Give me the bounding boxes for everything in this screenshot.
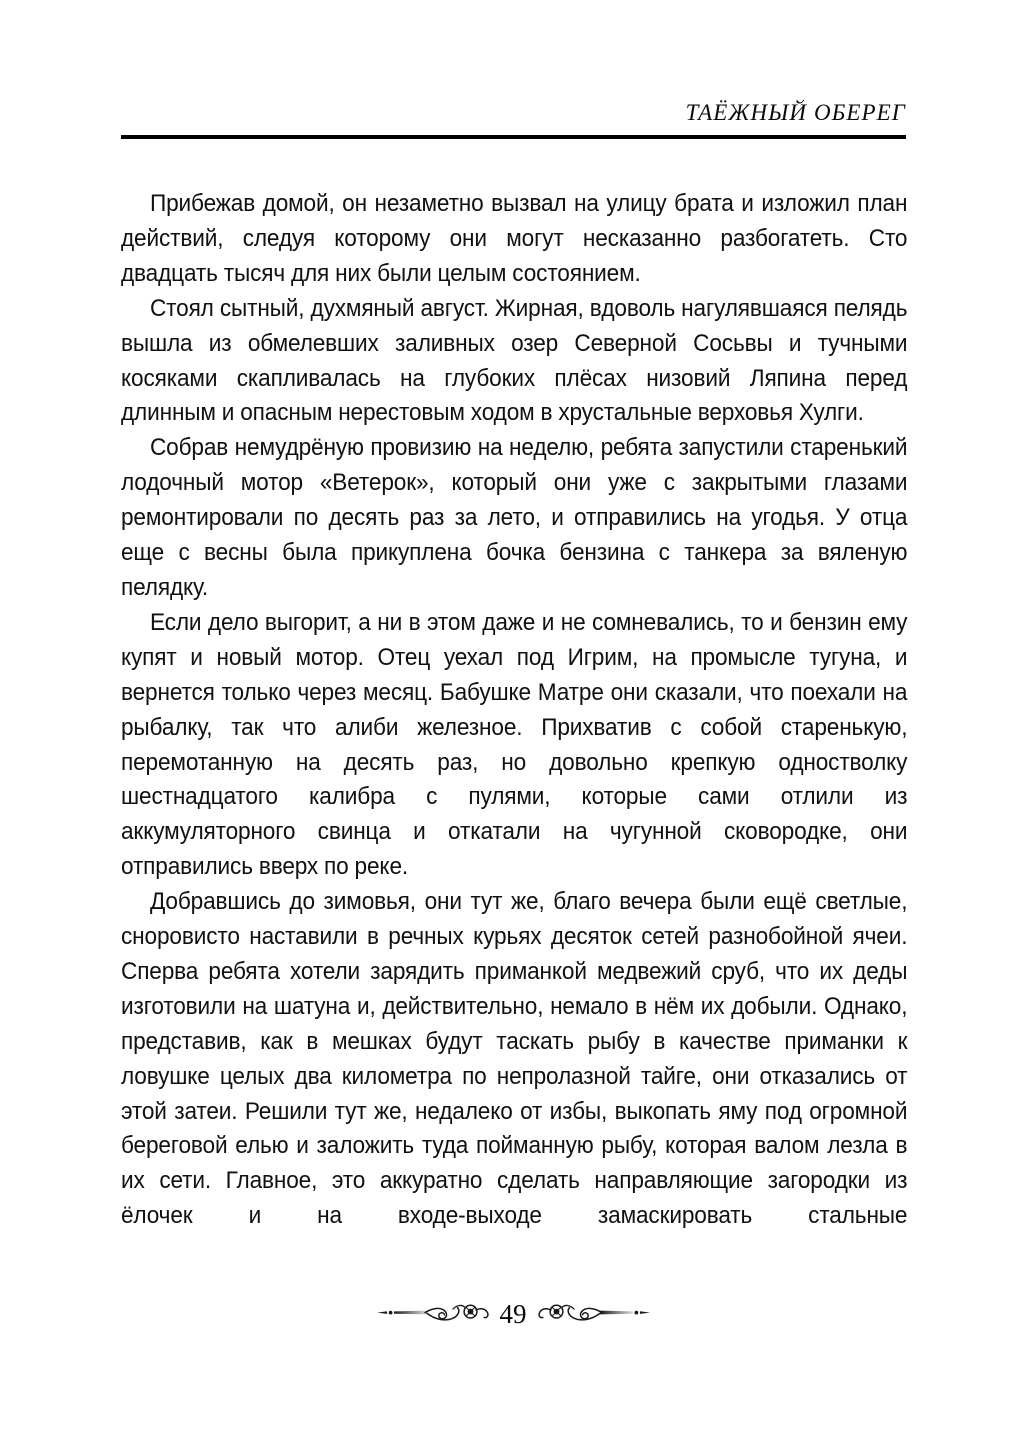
paragraph: Если дело выгорит, а ни в этом даже и не сомневались, то и бензин ему купят и новый мотор. Отец уехал под Игрим, на промысле тугуна, и вернется только через месяц. Бабушке Матре они сказали, что поехали на рыбалку, так что алиби железное. Прихватив с собой старенькую, перемотанную на десять раз, но довольно крепкую одностволку шестнадцатого калибра с пулями, которые сами отлили из аккумуляторного свинца и откатали на чугунной сковородке, они отправились вверх по реке.: [121, 608, 908, 881]
paragraph: Добравшись до зимовья, они тут же, благо вечера были ещё светлые, сноровисто наставили в речных курьях десяток сетей разнобойной ячеи. Сперва ребята хотели зарядить приманкой медвежий сруб, что их деды изготовили на шатуна и, действительно, немало в нём их добыли. Однако, представив, как в мешках будут таскать рыбу в качестве приманки к ловушке целых два километра по непролазной тайге, они отказались от этой затеи. Решили тут же, недалеко от избы, выкопать яму под огромной береговой елью и заложить туда пойманную рыбу, которая валом лезла в их сети. Главное, это аккуратно сделать направляющие загородки из ёлочек и на входе-выходе замаскировать стальные: [121, 888, 908, 1230]
header-rule: [121, 135, 906, 139]
paragraph: Собрав немудрёную провизию на неделю, ребята запустили старенький лодочный мотор «Ветерок», который они уже с закрытыми глазами ремонтировали по десять раз за лето, и отправились на угодья. У отца еще с весны была прикуплена бочка бензина с танкера за вяленую пелядку.: [121, 434, 908, 601]
paragraph: Стоял сытный, духмяный август. Жирная, вдоволь нагулявшаяся пелядь вышла из обмелевших заливных озер Северной Сосьвы и тучными косяками скапливалась на глубоких плёсах низовий Ляпина перед длинным и опасным нерестовым ходом в хрустальные верховья Хулги.: [121, 294, 908, 427]
flourish-right-ornament: [536, 1296, 652, 1330]
running-head-title: ТАЁЖНЫЙ ОБЕРЕГ: [685, 100, 906, 125]
page-number: 49: [499, 1298, 527, 1329]
paragraph: Прибежав домой, он незаметно вызвал на улицу брата и изложил план действий, следуя которому они могут несказанно разбогатеть. Сто двадцать тысяч для них были целым состоянием.: [121, 190, 908, 287]
page-footer: [0, 1296, 1026, 1330]
body-text-block: [121, 187, 907, 1234]
page-header: [121, 100, 906, 139]
flourish-left-ornament: [375, 1296, 491, 1330]
